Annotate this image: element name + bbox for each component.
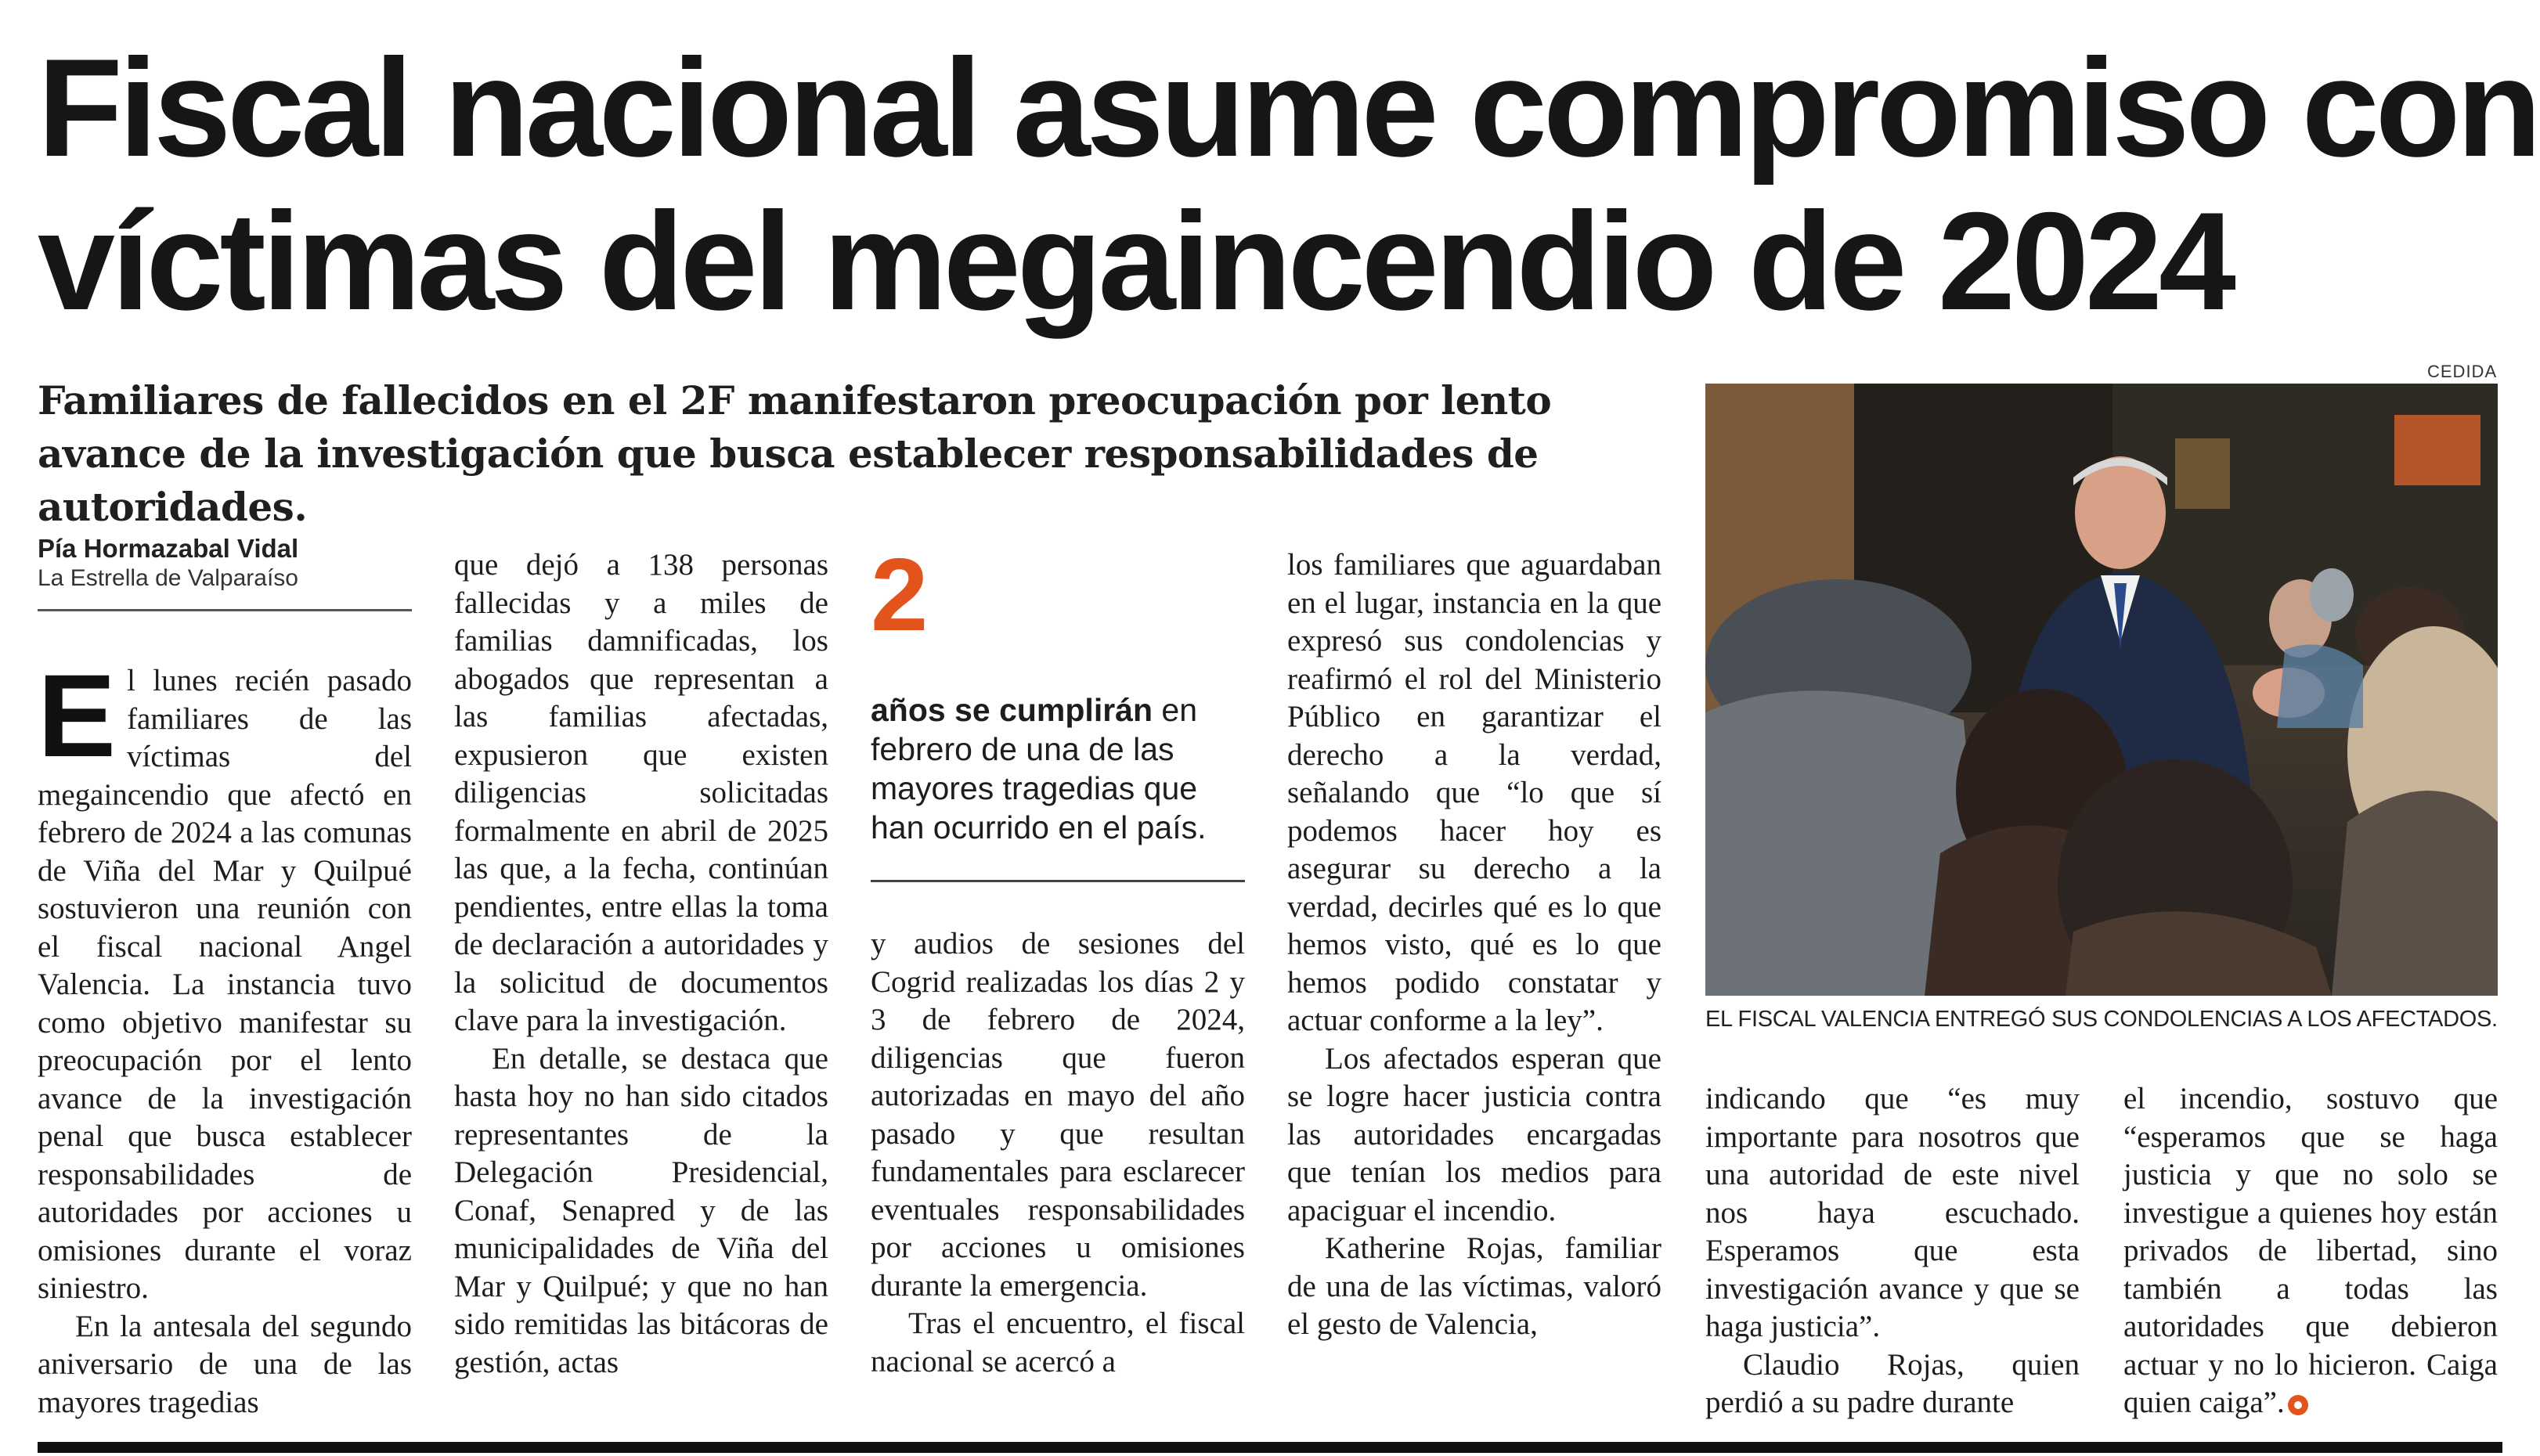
- paragraph: Tras el encuentro, el fiscal nacional se acercó a: [871, 1306, 1245, 1379]
- photo-illustration: [1705, 384, 2498, 996]
- callout-rest: en febrero de una de las mayores tragedias que han ocurrido en el país.: [871, 692, 1207, 845]
- deck-subtitle: Familiares de fallecidos en el 2F manifestaron preocupación por lento avance de la investigación que busca establecer responsabilidades de autoridades.: [38, 377, 1552, 530]
- paragraph: y audios de sesiones del Cogrid realizadas los días 2 y 3 de febrero de 2024, diligencias que fueron autorizadas en mayo del año pasado y que resultan fundamentales para esclarecer eventuales responsabilidades por acciones u omisiones durante la emergencia.: [871, 927, 1245, 1303]
- end-of-article-icon: [2288, 1395, 2308, 1415]
- paragraph: l lunes recién pasado familiares de las víctimas del megaincendio que afectó en febrero de 2024 a las comunas de Viña del Mar y Quilpué sostuvieron una reunión con el fiscal nacional Angel Valencia. La instancia tuvo como objetivo manifestar su preocupación por el lento avance de la investigación penal que busca establecer responsabilidades de autoridades por acciones u omisiones durante el voraz siniestro.: [38, 664, 412, 1305]
- headline-line-2: víctimas del megaincendio de 2024: [38, 183, 2232, 339]
- callout-text: [871, 690, 1245, 847]
- body-column-2: [454, 546, 828, 1382]
- paragraph: En detalle, se destaca que hasta hoy no han sido citados representantes de la Delegación Presidencial, Conaf, Senapred y de las municipalidades de Viña del Mar y Quilpué; y que no han sido remitidas las bitácoras de gestión, actas: [454, 1041, 828, 1379]
- body-column-3: [871, 925, 1245, 1381]
- paragraph: Claudio Rojas, quien perdió a su padre durante: [1705, 1347, 2080, 1419]
- headline: [38, 30, 2538, 339]
- callout-divider: [871, 880, 1245, 882]
- news-photo: [1705, 384, 2498, 996]
- callout-bold: años se cumplirán: [871, 692, 1153, 728]
- paragraph: En la antesala del segundo aniversario de una de las mayores tragedias: [38, 1309, 412, 1419]
- paragraph: que dejó a 138 personas fallecidas y a miles de familias damnificadas, los abogados que representan a las familias afectadas, expusieron que existen diligencias solicitadas formalmente en abril de 2025 las que, a la fecha, continúan pendientes, entre ellas la toma de declaración a autoridades y la solicitud de documentos clave para la investigación.: [454, 548, 828, 1037]
- dropcap: E: [38, 650, 117, 781]
- callout-number: 2: [871, 537, 929, 652]
- byline-author: Pía Hormazabal Vidal: [38, 534, 299, 563]
- paragraph: Katherine Rojas, familiar de una de las víctimas, valoró el gesto de Valencia,: [1287, 1231, 1661, 1341]
- body-column-1: [38, 650, 412, 1422]
- photo-credit: CEDIDA: [2427, 362, 2498, 381]
- paragraph-text: el incendio, sostuvo que “esperamos que se haga justicia y que no solo se investigue a quienes hoy están privados de libertad, sino también a todas las autoridades que debieron actuar y no lo hicieron. Caiga quien caiga”.: [2123, 1082, 2498, 1419]
- body-column-5: [1705, 1080, 2080, 1422]
- paragraph: [2123, 1080, 2498, 1422]
- bottom-rule: [38, 1442, 2502, 1453]
- paragraph: indicando que “es muy importante para nosotros que una autoridad de este nivel nos haya escuchado. Esperamos que esta investigación avance y que se haga justicia”.: [1705, 1082, 2080, 1343]
- paragraph: los familiares que aguardaban en el lugar, instancia en la que expresó sus condolencias y reafirmó el rol del Ministerio Público en garantizar el derecho a la verdad, señalando que “lo que sí podemos hacer hoy es asegurar su derecho a la verdad, decirles qué es lo que hemos visto, qué es lo que hemos podido constatar y actuar conforme a la ley”.: [1287, 548, 1661, 1037]
- photo-caption: EL FISCAL VALENCIA ENTREGÓ SUS CONDOLENCIAS A LOS AFECTADOS.: [1705, 1007, 2498, 1032]
- paragraph: Los afectados esperan que se logre hacer justicia contra las autoridades encargadas que tenían los medios para apaciguar el incendio.: [1287, 1041, 1661, 1227]
- byline-publication: La Estrella de Valparaíso: [38, 565, 298, 591]
- body-column-6: [2123, 1080, 2498, 1422]
- body-column-4: [1287, 546, 1661, 1344]
- byline-divider: [38, 609, 412, 611]
- headline-line-1: Fiscal nacional asume compromiso con: [38, 30, 2538, 186]
